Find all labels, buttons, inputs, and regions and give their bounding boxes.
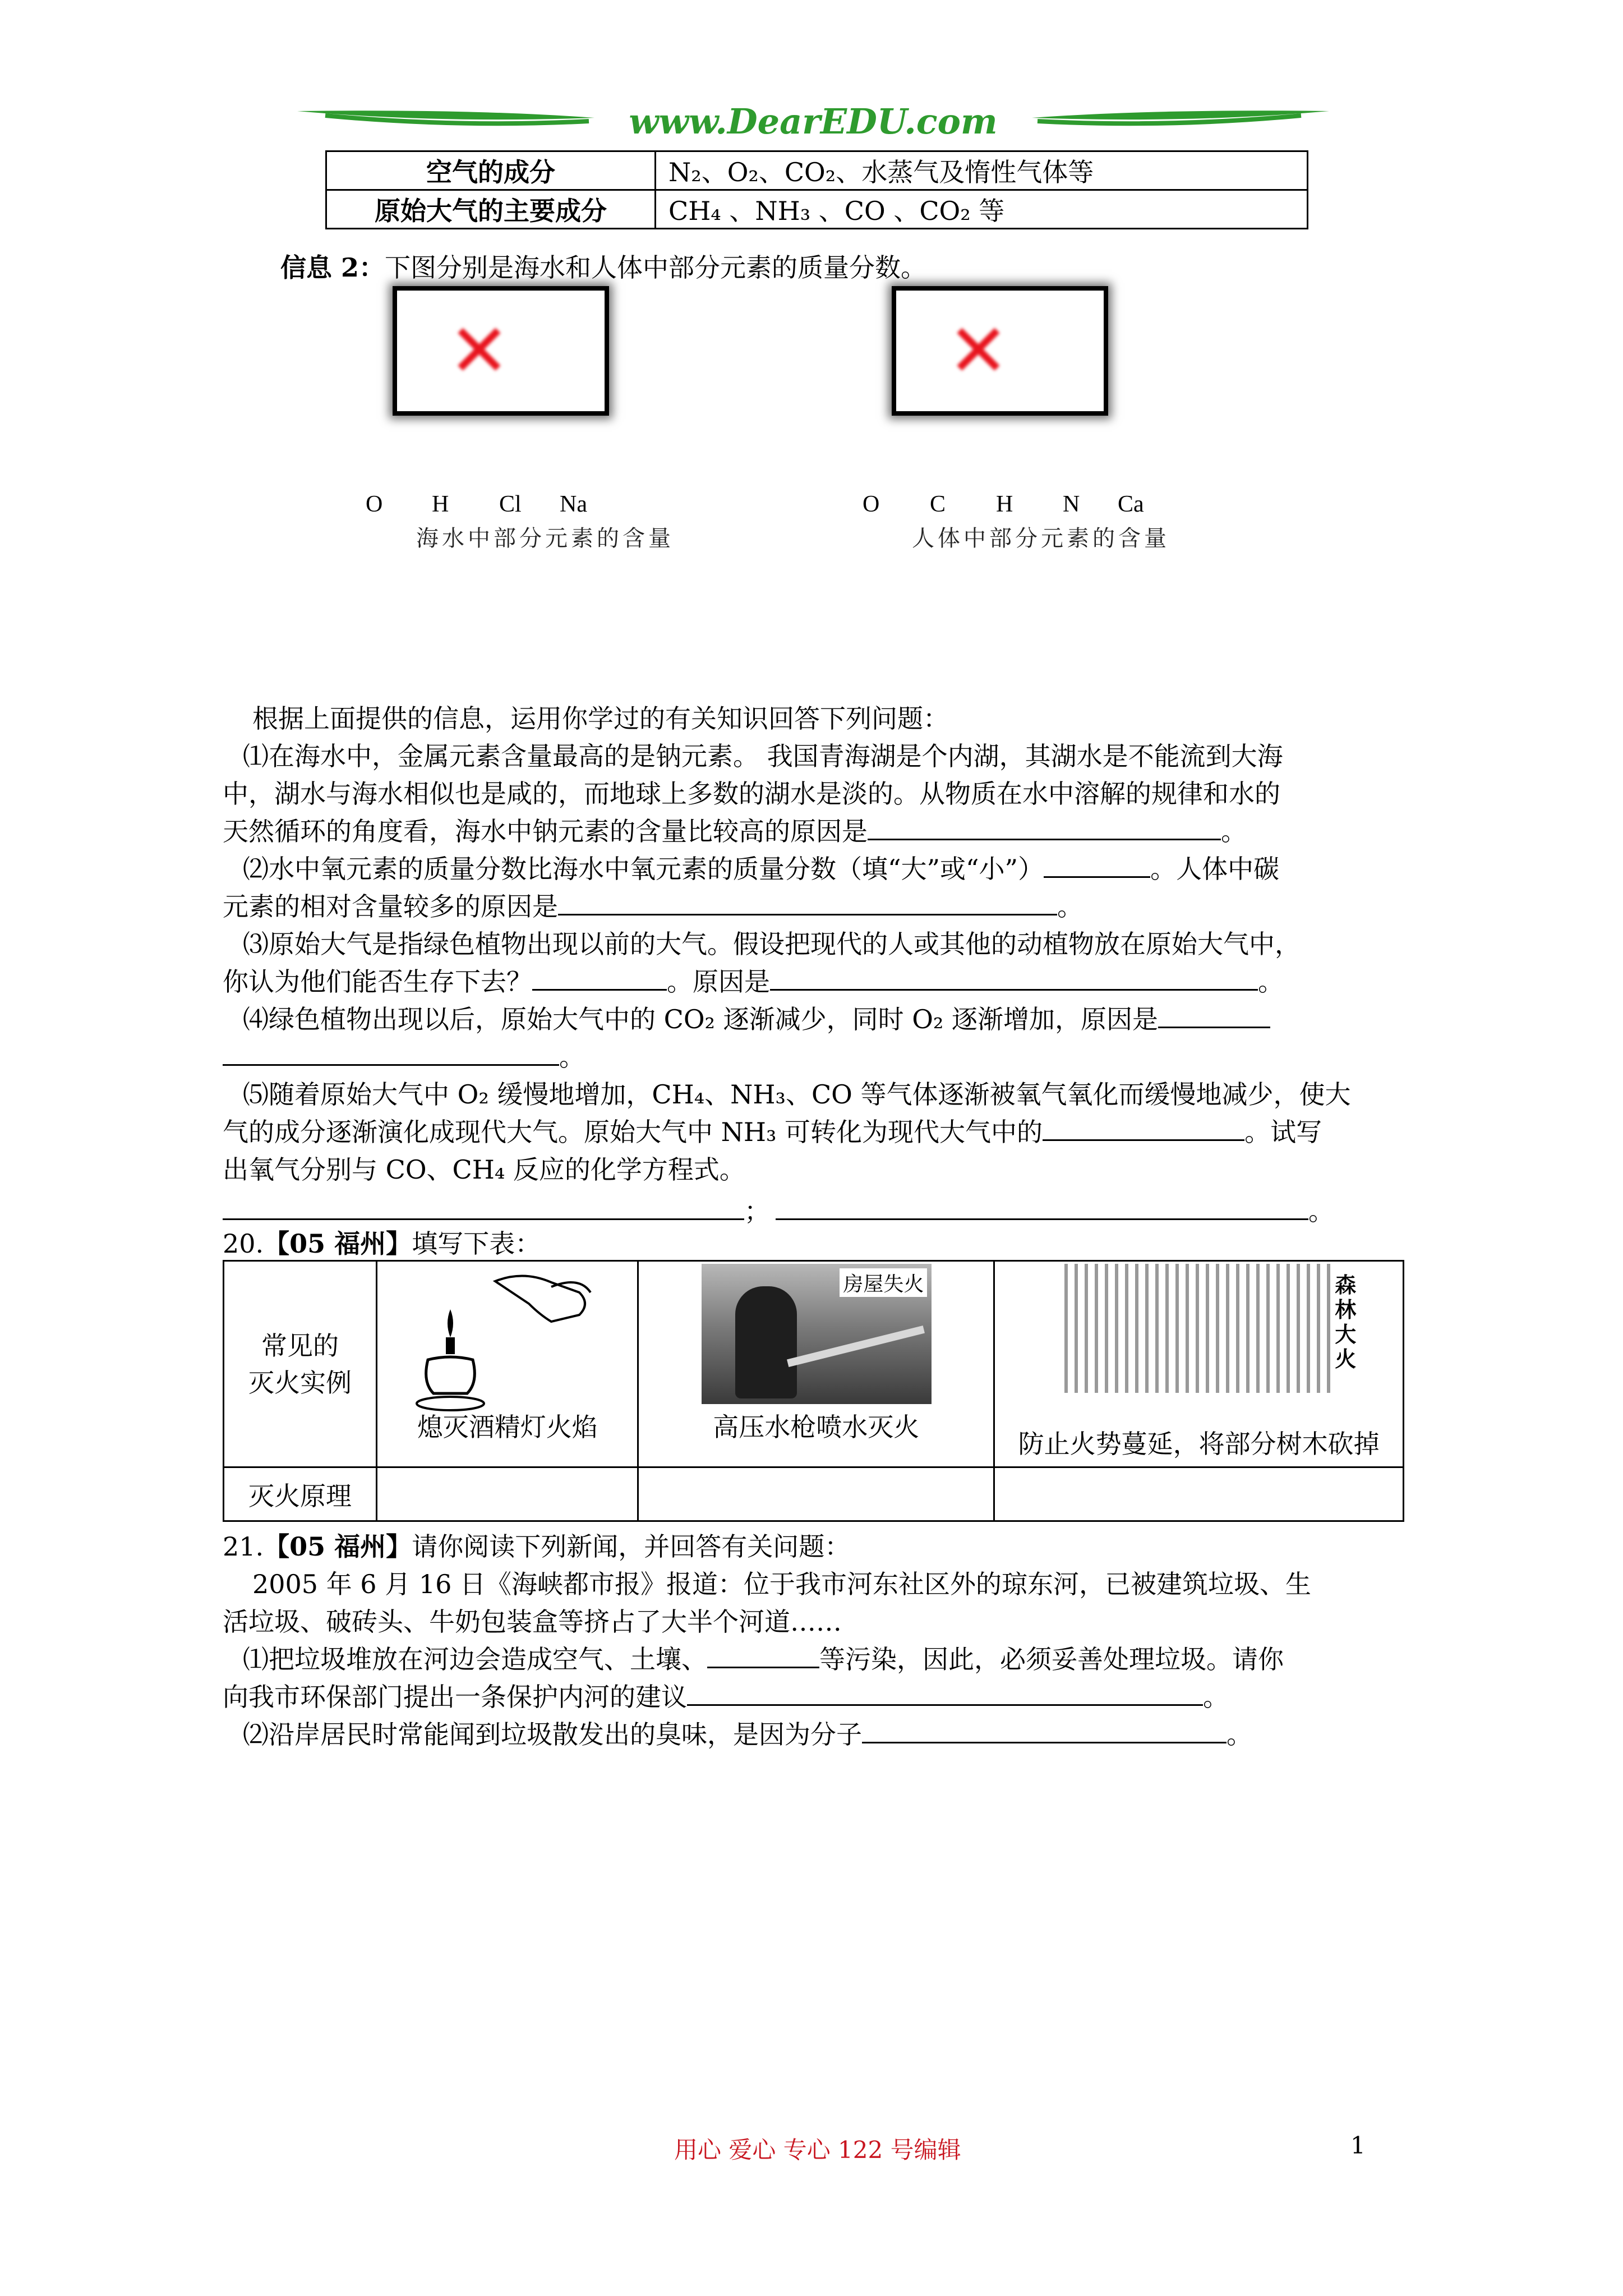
table-cell — [377, 1261, 638, 1467]
table-cell: CH₄ 、NH₃ 、CO 、CO₂ 等 — [656, 190, 1308, 229]
forest-fire-label: 森林大火 — [1335, 1272, 1357, 1372]
table-cell — [638, 1261, 994, 1467]
element-label: H — [996, 491, 1013, 517]
atmosphere-table — [325, 150, 1308, 229]
q19-p1-line3 — [223, 813, 1247, 850]
q19-p2-line1 — [243, 850, 1279, 887]
info2-line — [280, 249, 926, 286]
question-source: 【05 福州】 — [264, 1228, 412, 1259]
text: 。 — [1308, 1196, 1334, 1226]
element-label: C — [930, 491, 946, 517]
table-cell: 原始大气的主要成分 — [326, 190, 656, 229]
text: 。试写 — [1244, 1117, 1322, 1147]
q21-p2-line — [243, 1716, 1252, 1753]
table-cell — [994, 1261, 1404, 1467]
q19-p1-line2: 中，湖水与海水相似也是咸的，而地球上多数的湖水是淡的。从物质在水中溶解的规律和水的 — [223, 779, 1280, 809]
element-label: H — [432, 491, 449, 517]
answer-blank[interactable] — [707, 1641, 819, 1668]
photo-label: 房屋失火 — [840, 1268, 927, 1297]
info2-text: 下图分别是海水和人体中部分元素的质量分数。 — [385, 252, 927, 283]
q20-heading — [223, 1225, 541, 1262]
fire-table — [223, 1260, 1404, 1522]
case-label: 防止火势蔓延，将部分树木砍掉 — [1018, 1429, 1380, 1459]
answer-blank[interactable] — [868, 813, 1221, 840]
q21-news-line1: 2005 年 6 月 16 日《海峡都市报》报道：位于我市河东社区外的琼东河，已被建筑垃圾、生 — [252, 1569, 1311, 1599]
text: ⑵水中氧元素的质量分数比海水中氧元素的质量分数（填“大”或“小”） — [243, 854, 1044, 884]
alcohol-lamp-image — [411, 1270, 596, 1416]
q19-intro: 根据上面提供的信息，运用你学过的有关知识回答下列问题： — [252, 703, 949, 734]
table-row — [224, 1467, 1404, 1521]
element-label: O — [863, 491, 880, 517]
footer-text: 用心 爱心 专心 122 号编辑 — [674, 2136, 961, 2164]
text: 。 — [559, 1042, 585, 1072]
element-label: Ca — [1118, 491, 1144, 517]
q19-p2-line2 — [223, 888, 1083, 925]
text: 。 — [1057, 891, 1083, 922]
broken-image-icon: ✕ — [892, 286, 1108, 416]
answer-blank[interactable] — [862, 1716, 1227, 1743]
table-cell: 灭火原理 — [224, 1467, 377, 1521]
question-prompt: 请你阅读下列新闻，并回答有关问题： — [412, 1531, 851, 1562]
question-prompt: 填写下表： — [412, 1228, 541, 1259]
row-header-line: 常见的 — [261, 1330, 339, 1361]
text: 等污染，因此，必须妥善处理垃圾。请你 — [819, 1644, 1284, 1674]
text: 你认为他们能否生存下去？ — [223, 967, 532, 997]
text: 天然循环的角度看，海水中钠元素的含量比较高的原因是 — [223, 816, 868, 846]
element-label: N — [1063, 491, 1080, 517]
text: 。人体中碳 — [1150, 854, 1280, 884]
q19-p4-line2 — [223, 1038, 585, 1075]
q19-p3-line2 — [223, 963, 1284, 1000]
table-row — [224, 1261, 1404, 1467]
q21-p1-line2 — [223, 1678, 1229, 1715]
answer-blank[interactable] — [223, 1193, 744, 1220]
text: 。原因是 — [667, 967, 770, 997]
answer-blank[interactable] — [687, 1678, 1203, 1706]
table-cell: 空气的成分 — [326, 151, 656, 190]
answer-blank[interactable] — [776, 1193, 1308, 1220]
q19-p4-line1 — [243, 1001, 1270, 1038]
text: ⑷绿色植物出现以后，原始大气中的 CO₂ 逐渐减少，同时 O₂ 逐渐增加，原因是 — [243, 1004, 1158, 1034]
table-cell: N₂、O₂、CO₂、水蒸气及惰性气体等 — [656, 151, 1308, 190]
q21-p1-line1 — [243, 1641, 1284, 1678]
row-header-line: 灭火实例 — [248, 1367, 352, 1398]
q19-p1-line1: ⑴在海水中，金属元素含量最高的是钠元素。 我国青海湖是个内湖，其湖水是不能流到大海 — [243, 741, 1283, 771]
text: 。 — [1258, 967, 1284, 997]
firefighter-photo — [702, 1264, 932, 1404]
forest-fire-image — [1064, 1264, 1336, 1393]
answer-blank[interactable] — [532, 963, 667, 991]
answer-blank[interactable] — [1043, 1114, 1244, 1141]
site-name[interactable]: www.DearEDU.com — [629, 101, 998, 142]
element-label: Cl — [499, 491, 522, 517]
figure-caption: 人体中部分元素的含量 — [912, 526, 1170, 551]
case-label: 熄灭酒精灯火焰 — [417, 1412, 598, 1442]
water-jet — [787, 1326, 925, 1367]
firefighter-silhouette — [735, 1286, 797, 1398]
table-row — [326, 151, 1308, 190]
page-number: 1 — [1350, 2132, 1366, 2159]
element-label: O — [366, 491, 383, 517]
text: 向我市环保部门提出一条保护内河的建议 — [223, 1682, 687, 1712]
answer-blank[interactable] — [1044, 850, 1150, 878]
question-source: 【05 福州】 — [264, 1531, 412, 1562]
text: 气的成分逐渐演化成现代大气。原始大气中 NH₃ 可转化为现代大气中的 — [223, 1117, 1043, 1147]
q21-heading — [223, 1528, 850, 1565]
answer-blank[interactable] — [770, 963, 1258, 991]
text: ； — [744, 1196, 770, 1226]
answer-cell[interactable] — [638, 1467, 994, 1521]
q19-p5-line4 — [223, 1193, 1334, 1230]
element-label: Na — [560, 491, 587, 517]
text: 。 — [1221, 816, 1247, 846]
q19-p5-line3: 出氧气分别与 CO、CH₄ 反应的化学方程式。 — [223, 1154, 745, 1185]
answer-cell[interactable] — [994, 1467, 1404, 1521]
answer-cell[interactable] — [377, 1467, 638, 1521]
question-number: 20. — [223, 1228, 264, 1259]
text: 元素的相对含量较多的原因是 — [223, 891, 558, 922]
q21-news-line2: 活垃圾、破砖头、牛奶包装盒等挤占了大半个河道…… — [223, 1607, 842, 1637]
broken-image-icon: ✕ — [393, 286, 609, 416]
question-number: 21. — [223, 1531, 264, 1562]
text: 。 — [1203, 1682, 1229, 1712]
table-row — [326, 190, 1308, 229]
q19-p3-line1: ⑶原始大气是指绿色植物出现以前的大气。假设把现代的人或其他的动植物放在原始大气中， — [243, 929, 1301, 959]
answer-blank[interactable] — [558, 888, 1057, 915]
text: ⑵沿岸居民时常能闻到垃圾散发出的臭味，是因为分子 — [243, 1719, 862, 1750]
text: ⑴把垃圾堆放在河边会造成空气、土壤、 — [243, 1644, 707, 1674]
text: 。 — [1227, 1719, 1252, 1750]
answer-blank[interactable] — [223, 1038, 559, 1066]
case-label: 高压水枪喷水灭火 — [713, 1412, 920, 1442]
table-cell — [224, 1261, 377, 1467]
q19-p5-line2 — [223, 1114, 1322, 1151]
answer-blank[interactable] — [1158, 1001, 1270, 1028]
info2-label: 信息 2： — [280, 252, 385, 283]
figure-caption: 海水中部分元素的含量 — [416, 526, 674, 551]
header-banner — [292, 101, 1335, 146]
q19-p5-line1: ⑸随着原始大气中 O₂ 缓慢地增加，CH₄、NH₃、CO 等气体逐渐被氧气氧化而缓慢地减少，使大 — [243, 1079, 1351, 1110]
